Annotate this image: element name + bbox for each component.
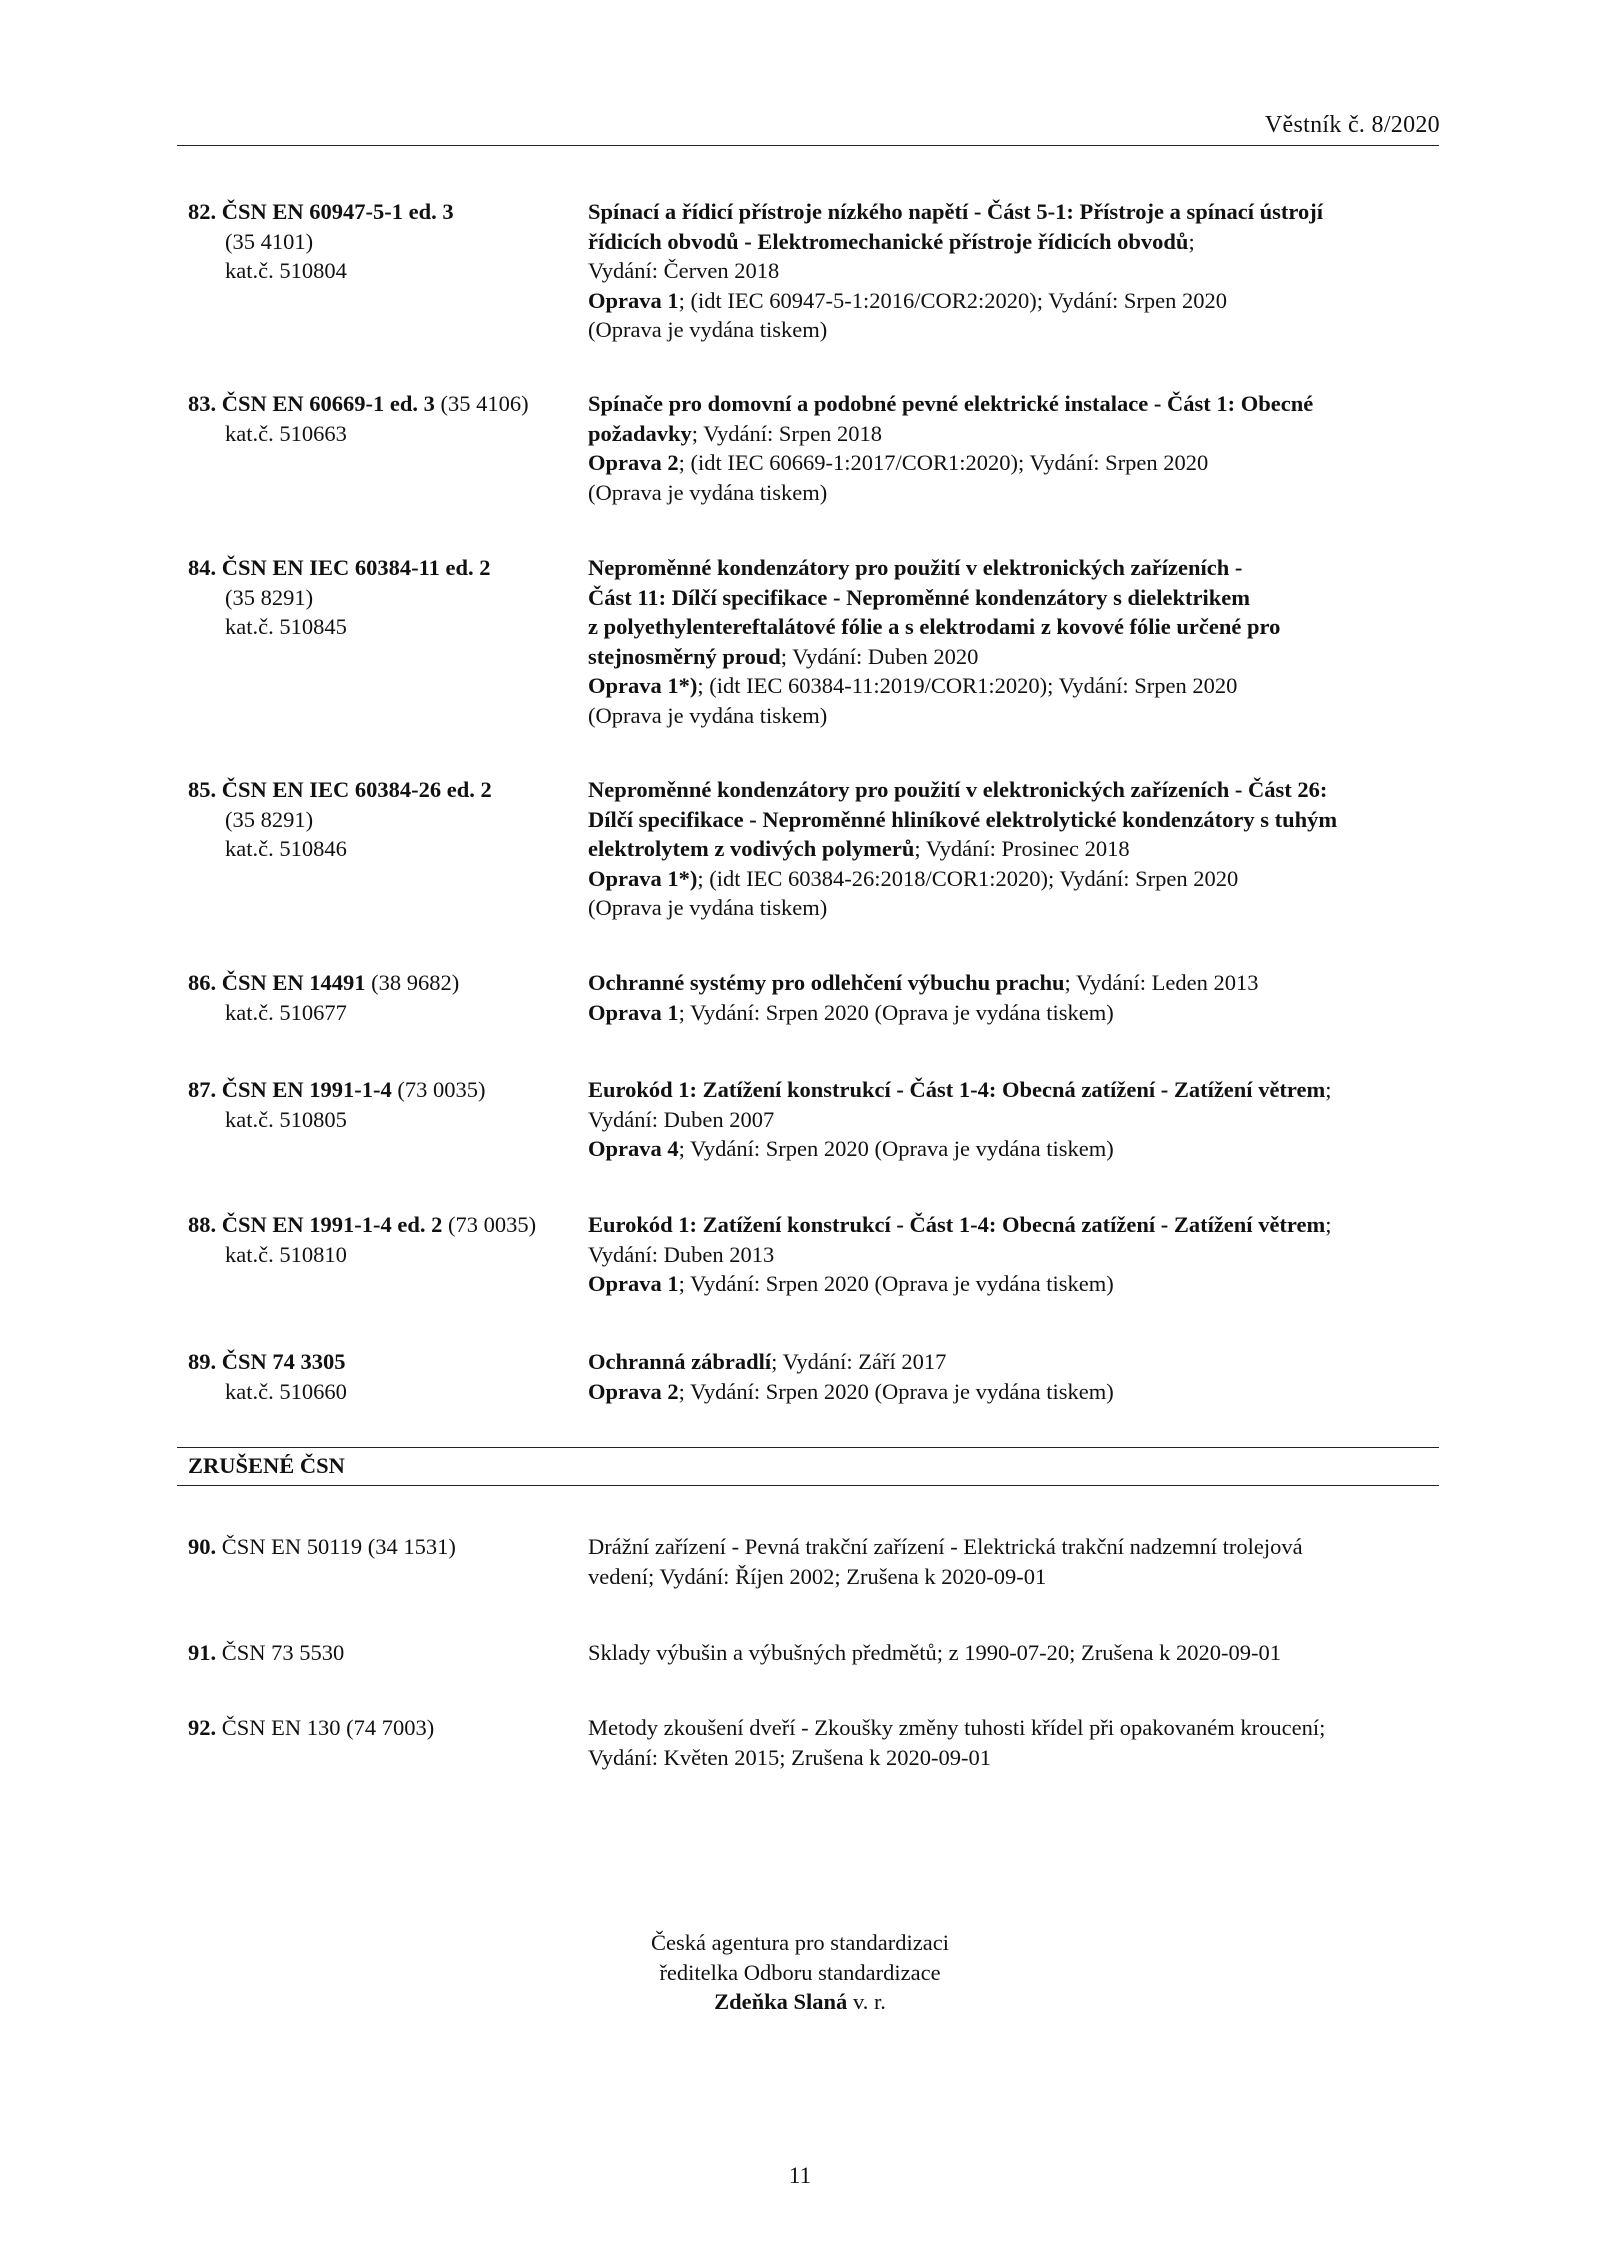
entry-description [588,553,1448,730]
correction-note: (Oprava je vydána tiskem) [588,317,828,342]
title-punct: ; [1188,228,1195,254]
classification-code: (35 8291) [225,806,314,832]
page-number: 11 [788,2163,812,2188]
page-header-title: Věstník č. 8/2020 [1264,112,1440,138]
correction-details: ; Vydání: Srpen 2020 (Oprava je vydána tiskem) [678,1271,1114,1296]
entry-number: 82. [188,199,217,224]
title-punct: ; [1325,1077,1332,1102]
entry-number: 87. [188,1077,217,1102]
correction-label: Oprava 2 [588,450,679,475]
entry-identifier [188,389,578,448]
issue-date: ; Vydání: Srpen 2018 [691,420,882,446]
entry-description [588,1075,1448,1164]
section-divider-top [177,1447,1439,1448]
classification-code: (35 4101) [225,228,314,254]
classification-code: (38 9682) [365,970,460,995]
title-line: Neproměnné kondenzátory pro použití v elektronických zařízeních - [588,555,1243,580]
catalog-number: kat.č. 510846 [225,836,347,861]
correction-details: ; Vydání: Srpen 2020 (Oprava je vydána tiskem) [678,1378,1114,1404]
catalog-number: kat.č. 510804 [225,258,347,283]
entry-number: 84. [188,555,217,580]
title-line: řídicích obvodů - Elektromechanické přístroje řídicích obvodů [588,228,1189,254]
title-line: stejnosměrný proud [588,643,781,669]
correction-label: Oprava 2 [588,1378,679,1404]
signature-suffix: v. r. [847,1989,886,2014]
issue-date: ; Vydání: Prosinec 2018 [914,836,1130,861]
entry-description [588,1210,1448,1299]
catalog-number: kat.č. 510677 [225,999,347,1025]
entry-number: 83. [188,391,217,416]
entry-description [588,1532,1448,1591]
correction-details: ; (idt IEC 60947-5-1:2016/COR2:2020); Vydání: Srpen 2020 [678,287,1227,313]
correction-details: ; (idt IEC 60669-1:2017/COR1:2020); Vydání: Srpen 2020 [678,450,1209,475]
title-punct: ; [1325,1212,1332,1237]
issue-cancel-date: vedení; Vydání: Říjen 2002; Zrušena k 2020-09-01 [588,1563,1047,1589]
standard-code: ČSN EN 60669-1 ed. 3 [221,391,435,416]
catalog-number: kat.č. 510810 [225,1241,347,1267]
title-line: požadavky [588,420,692,446]
catalog-number: kat.č. 510660 [225,1378,347,1404]
correction-label: Oprava 1 [588,1271,679,1296]
classification-code: (35 4106) [434,391,529,416]
title-line: Eurokód 1: Zatížení konstrukcí - Část 1-4: Obecná zatížení - Zatížení větrem [588,1212,1326,1237]
entry-number: 90. [188,1534,217,1559]
correction-label: Oprava 1 [588,999,679,1025]
section-divider-bottom [177,1485,1439,1486]
entry-identifier [188,775,578,864]
section-title: ZRUŠENÉ ČSN [188,1453,345,1478]
title-line: Část 11: Dílčí specifikace - Neproměnné kondenzátory s dielektrikem [588,584,1251,610]
issue-date: ; Vydání: Leden 2013 [1064,970,1259,995]
standard-code: ČSN EN 130 (74 7003) [216,1715,435,1740]
entry-identifier [188,1347,578,1406]
title-line: Ochranné systémy pro odlehčení výbuchu prachu [588,970,1065,995]
entry-identifier [188,1638,578,1668]
correction-details: ; (idt IEC 60384-11:2019/COR1:2020); Vydání: Srpen 2020 [697,673,1238,698]
entry-number: 91. [188,1640,217,1665]
signature-name: Zdeňka Slaná [714,1989,848,2014]
correction-label: Oprava 1 [588,287,679,313]
standard-code: ČSN 73 5530 [216,1640,345,1665]
correction-label: Oprava 1*) [588,865,698,891]
issue-date: ; Vydání: Duben 2020 [780,643,979,669]
standard-code: ČSN EN 1991-1-4 ed. 2 [221,1212,443,1237]
correction-details: ; Vydání: Srpen 2020 (Oprava je vydána tiskem) [678,999,1114,1025]
correction-label: Oprava 1*) [588,673,698,698]
entry-number: 86. [188,970,217,995]
title-line: Dílčí specifikace - Neproměnné hliníkové elektrolytické kondenzátory s tuhým [588,806,1338,832]
entry-description [588,968,1448,1027]
entry-number: 92. [188,1715,217,1740]
standard-code: ČSN EN IEC 60384-11 ed. 2 [221,555,491,580]
entry-description [588,1638,1448,1668]
entry-description [588,1347,1448,1406]
signature-agency: Česká agentura pro standardizaci [651,1930,949,1955]
title-line: Drážní zařízení - Pevná trakční zařízení - Elektrická trakční nadzemní trolejová [588,1534,1303,1559]
standard-code: ČSN EN 60947-5-1 ed. 3 [221,199,454,224]
catalog-number: kat.č. 510663 [225,420,347,446]
standard-code: ČSN EN 1991-1-4 [221,1077,392,1102]
title-line: Spínací a řídicí přístroje nízkého napětí - Část 5-1: Přístroje a spínací ústrojí [588,199,1323,224]
catalog-number: kat.č. 510845 [225,614,347,639]
entry-identifier [188,968,578,1027]
classification-code: (73 0035) [391,1077,486,1102]
entry-description [588,775,1448,923]
correction-details: ; (idt IEC 60384-26:2018/COR1:2020); Vydání: Srpen 2020 [697,865,1239,891]
title-line: Spínače pro domovní a podobné pevné elektrické instalace - Část 1: Obecné [588,391,1314,416]
classification-code: (35 8291) [225,584,314,610]
standard-code: ČSN 74 3305 [221,1349,346,1374]
title-line: Metody zkoušení dveří - Zkoušky změny tuhosti křídel při opakovaném kroucení; [588,1715,1326,1740]
header-divider [177,145,1439,146]
issue-date: Vydání: Červen 2018 [588,258,780,283]
entry-description [588,1713,1448,1772]
catalog-number: kat.č. 510805 [225,1106,347,1132]
standard-code: ČSN EN 50119 (34 1531) [216,1534,456,1559]
title-line: Eurokód 1: Zatížení konstrukcí - Část 1-4: Obecná zatížení - Zatížení větrem [588,1077,1326,1102]
title-line: Neproměnné kondenzátory pro použití v elektronických zařízeních - Část 26: [588,777,1328,802]
classification-code: (73 0035) [442,1212,537,1237]
issue-cancel-date: Vydání: Květen 2015; Zrušena k 2020-09-01 [588,1744,992,1770]
entry-identifier [188,197,578,286]
standard-code: ČSN EN 14491 [221,970,366,995]
title-line: z polyethylentereftalátové fólie a s elektrodami z kovové fólie určené pro [588,614,1281,639]
correction-label: Oprava 4 [588,1136,679,1161]
title-line: Sklady výbušin a výbušných předmětů; z 1990-07-20; Zrušena k 2020-09-01 [588,1640,1282,1665]
issue-date: Vydání: Duben 2013 [588,1241,775,1267]
issue-date: Vydání: Duben 2007 [588,1106,775,1132]
entry-identifier [188,553,578,642]
correction-details: ; Vydání: Srpen 2020 (Oprava je vydána tiskem) [678,1136,1114,1161]
entry-identifier [188,1075,578,1134]
correction-note: (Oprava je vydána tiskem) [588,479,828,505]
correction-note: (Oprava je vydána tiskem) [588,702,828,728]
issue-date: ; Vydání: Září 2017 [771,1349,947,1374]
entry-number: 89. [188,1349,217,1374]
entry-description [588,389,1448,507]
standard-code: ČSN EN IEC 60384-26 ed. 2 [221,777,492,802]
entry-identifier [188,1210,578,1269]
entry-description [588,197,1448,345]
signature-block [0,1928,1600,2017]
correction-note: (Oprava je vydána tiskem) [588,895,828,920]
entry-identifier [188,1532,578,1562]
title-line: Ochranná zábradlí [588,1349,772,1374]
entry-number: 88. [188,1212,217,1237]
title-line: elektrolytem z vodivých polymerů [588,836,915,861]
entry-identifier [188,1713,578,1743]
signature-role: ředitelka Odboru standardizace [659,1959,941,1985]
entry-number: 85. [188,777,217,802]
